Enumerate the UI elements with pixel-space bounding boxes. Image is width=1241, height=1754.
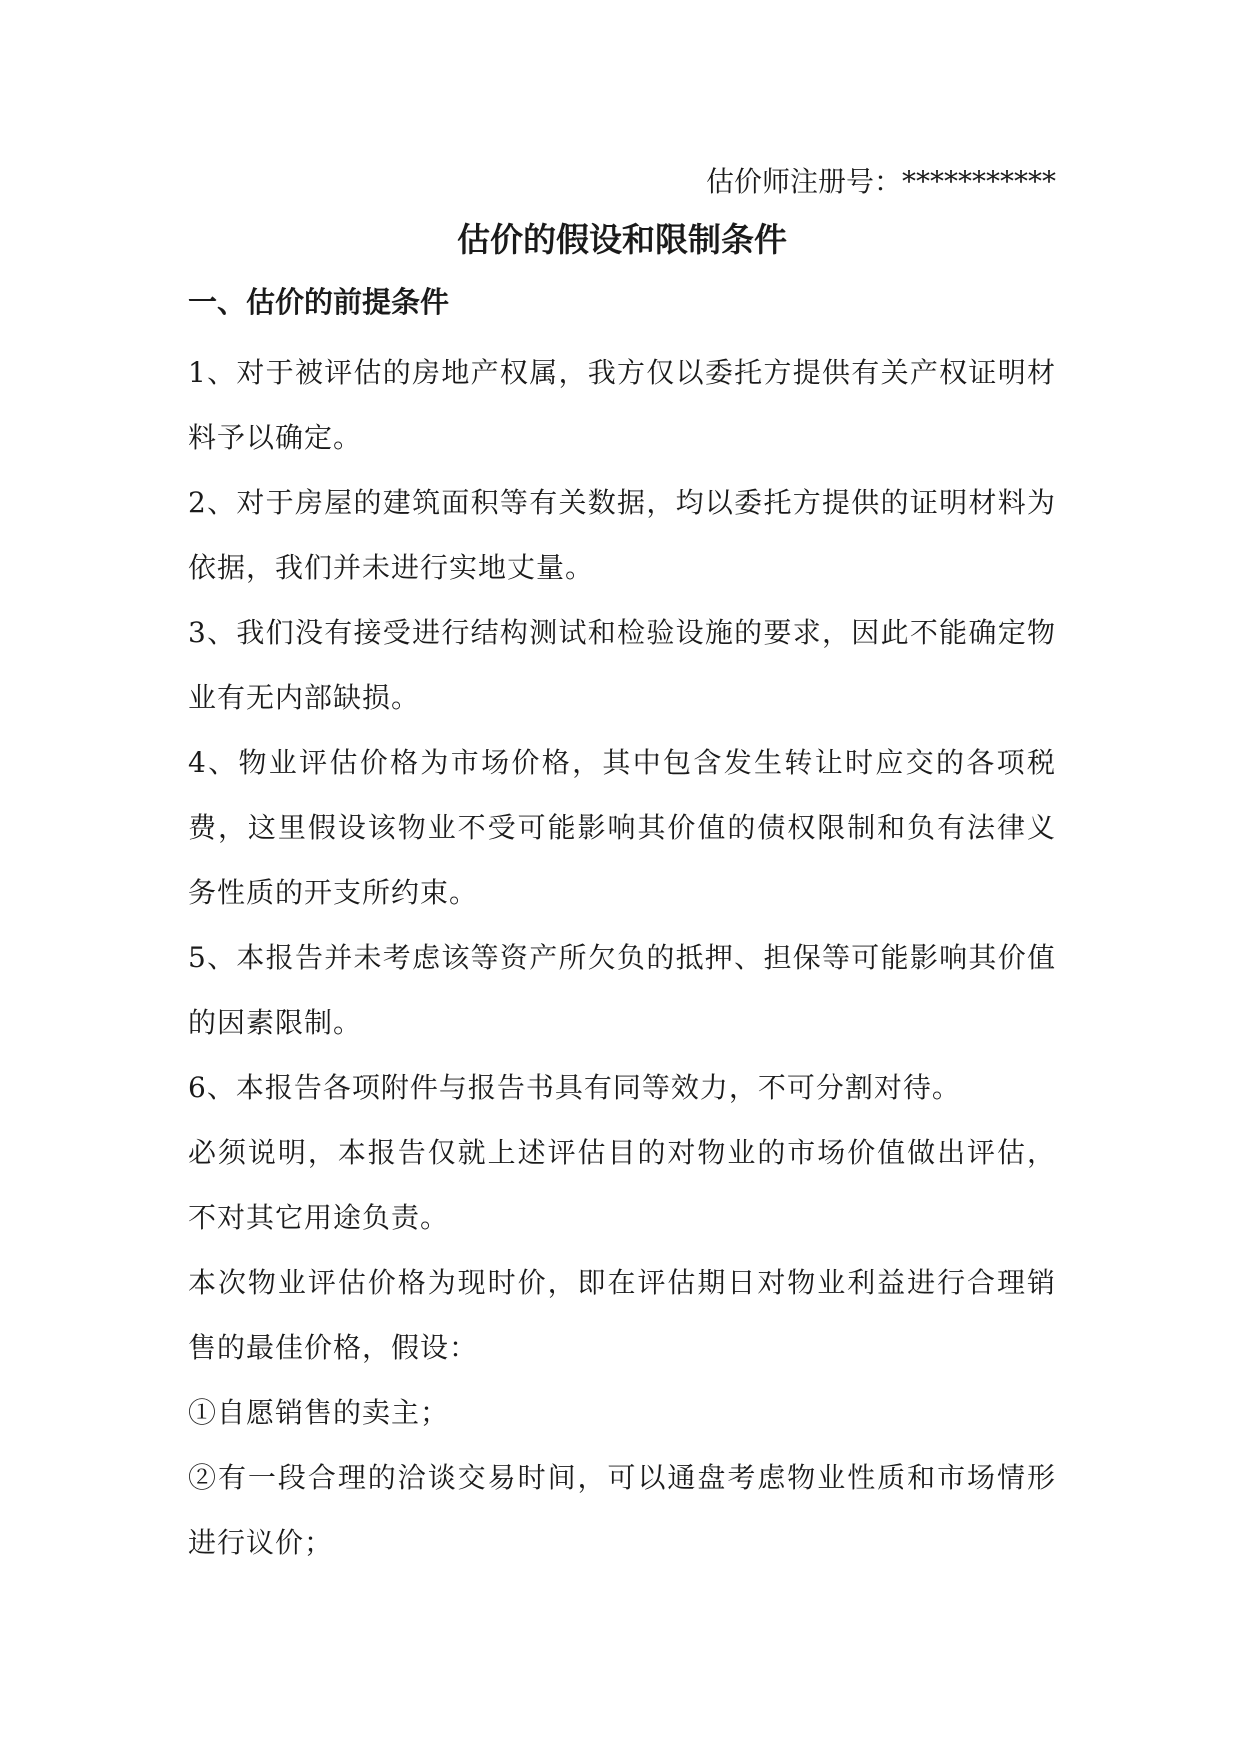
- paragraph-assumption-2: ②有一段合理的洽谈交易时间，可以通盘考虑物业性质和市场情形进行议价；: [188, 1461, 1056, 1559]
- paragraph-assumption-1: ①自愿销售的卖主；: [188, 1396, 450, 1429]
- paragraph-item-3: 3、我们没有接受进行结构测试和检验设施的要求，因此不能确定物业有无内部缺损。: [188, 616, 1056, 714]
- document-title: 估价的假设和限制条件: [457, 220, 787, 259]
- section-heading: 一、估价的前提条件: [188, 285, 450, 319]
- paragraph-valuation-basis: 本次物业评估价格为现时价，即在评估期日对物业利益进行合理销售的最佳价格，假设：: [188, 1266, 1056, 1364]
- paragraph-item-1: 1、对于被评估的房地产权属，我方仅以委托方提供有关产权证明材料予以确定。: [188, 356, 1056, 454]
- paragraph-item-4: 4、物业评估价格为市场价格，其中包含发生转让时应交的各项税费，这里假设该物业不受可能影响其价值的债权限制和负有法律义务性质的开支所约束。: [188, 746, 1056, 909]
- paragraph-item-5: 5、本报告并未考虑该等资产所欠负的抵押、担保等可能影响其价值的因素限制。: [188, 941, 1056, 1039]
- paragraph-item-6: 6、本报告各项附件与报告书具有同等效力，不可分割对待。: [188, 1071, 961, 1104]
- paragraph-item-2: 2、对于房屋的建筑面积等有关数据，均以委托方提供的证明材料为依据，我们并未进行实地丈量。: [188, 486, 1056, 584]
- appraiser-registration-number: 估价师注册号：***********: [705, 165, 1056, 198]
- document-page: [188, 160, 1056, 1575]
- paragraph-note: 必须说明，本报告仅就上述评估目的对物业的市场价值做出评估，不对其它用途负责。: [188, 1136, 1056, 1234]
